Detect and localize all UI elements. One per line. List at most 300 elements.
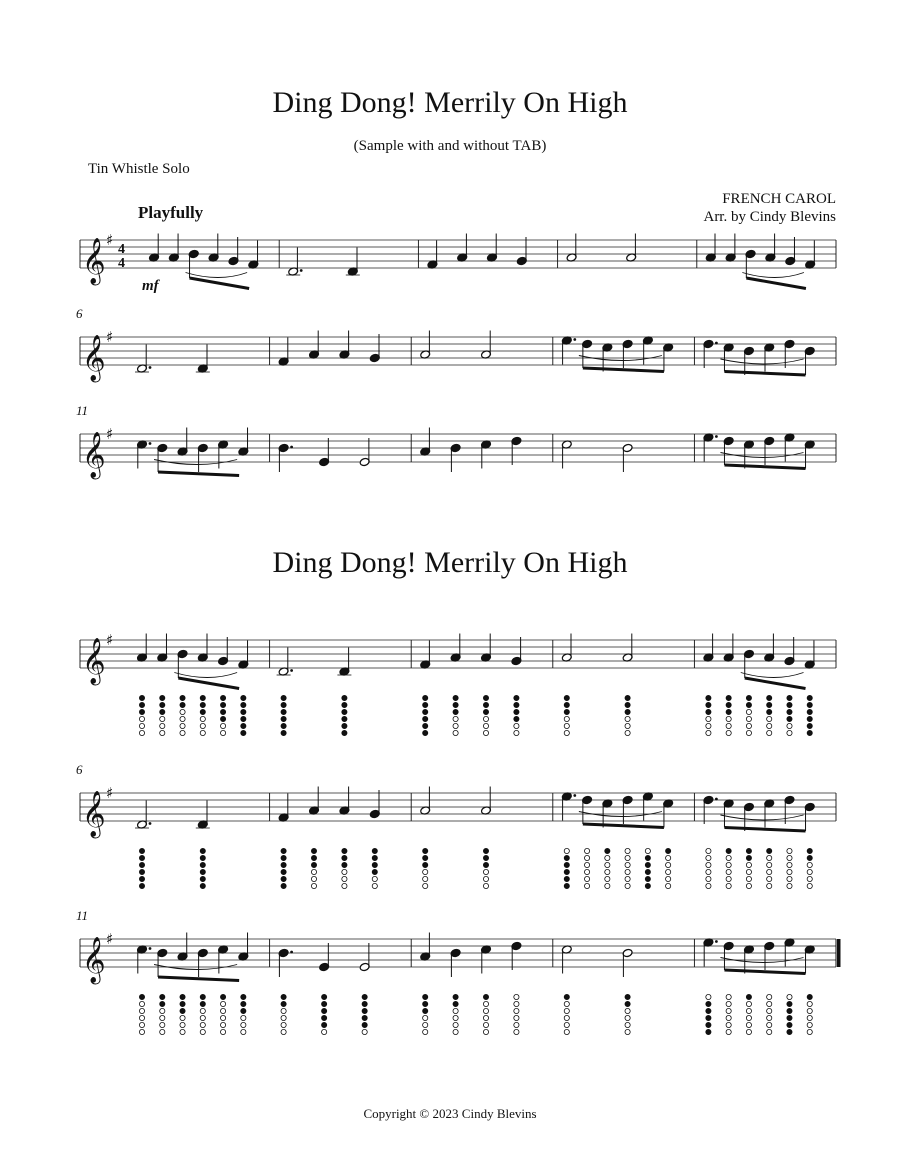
tab-hole (787, 1022, 792, 1027)
tab-hole (807, 716, 812, 721)
tab-hole (322, 994, 327, 999)
tab-hole (322, 1008, 327, 1013)
tab-hole (220, 709, 225, 714)
tab-hole (726, 1029, 731, 1034)
tab-hole (139, 883, 144, 888)
tab-hole (767, 883, 772, 888)
instrument-label: Tin Whistle Solo (88, 161, 190, 177)
tab-hole (746, 994, 751, 999)
tab-hole (423, 876, 428, 881)
measure-number-11: 11 (76, 403, 89, 418)
tab-hole (787, 723, 792, 728)
tab-hole (423, 716, 428, 721)
tab-hole (726, 730, 731, 735)
tab-hole (746, 1029, 751, 1034)
tab-hole (139, 876, 144, 881)
tab-hole (200, 702, 205, 707)
tab-hole (706, 1001, 711, 1006)
tab-hole (281, 695, 286, 700)
tab-hole (180, 1015, 185, 1020)
tab-hole (139, 1015, 144, 1020)
tab-hole (220, 1029, 225, 1034)
tab-hole (706, 1022, 711, 1027)
tab-hole (241, 695, 246, 700)
tab-hole (200, 1015, 205, 1020)
staff-system-3 (0, 419, 900, 489)
tab-hole (625, 1001, 630, 1006)
tab-hole (625, 862, 630, 867)
tab-hole (483, 716, 488, 721)
tab-hole (483, 1022, 488, 1027)
tab-hole (807, 1022, 812, 1027)
tab-hole (241, 730, 246, 735)
tab-hole (514, 1001, 519, 1006)
tab-hole (767, 876, 772, 881)
tab-hole (220, 730, 225, 735)
treble-clef-icon: 𝄞 (82, 937, 106, 983)
tab-hole (625, 1015, 630, 1020)
tab-hole (787, 702, 792, 707)
tab-hole (200, 876, 205, 881)
tab-hole (200, 730, 205, 735)
tab-hole (645, 862, 650, 867)
tab-hole (200, 994, 205, 999)
tab-hole (139, 1001, 144, 1006)
tab-hole (625, 1022, 630, 1027)
tab-hole (726, 702, 731, 707)
tab-hole (726, 883, 731, 888)
tab-hole (453, 723, 458, 728)
tab-hole (564, 869, 569, 874)
tab-hole (372, 883, 377, 888)
tab-hole (281, 1015, 286, 1020)
tab-hole (767, 869, 772, 874)
tab-hole (372, 876, 377, 881)
tab-hole (666, 869, 671, 874)
tab-hole (200, 1001, 205, 1006)
tab-hole (767, 730, 772, 735)
tab-hole (281, 855, 286, 860)
tab-hole (746, 723, 751, 728)
tab-hole (342, 855, 347, 860)
tab-hole (139, 862, 144, 867)
tab-hole (423, 730, 428, 735)
tab-hole (625, 1008, 630, 1013)
tab-hole (767, 994, 772, 999)
tab-hole (281, 1022, 286, 1027)
tab-hole (564, 1015, 569, 1020)
tab-hole (372, 862, 377, 867)
tab-hole (362, 994, 367, 999)
tab-hole (483, 848, 488, 853)
tab-hole (787, 730, 792, 735)
tab-hole (160, 1001, 165, 1006)
tab-hole (807, 883, 812, 888)
tab-hole (281, 848, 286, 853)
sharp-icon: ♯ (106, 784, 114, 802)
tab-hole (342, 730, 347, 735)
tab-hole (706, 994, 711, 999)
tab-hole (483, 1008, 488, 1013)
tab-hole (362, 1008, 367, 1013)
tab-hole (706, 723, 711, 728)
tab-hole (514, 695, 519, 700)
tab-hole (564, 876, 569, 881)
composer-label: FRENCH CAROL (722, 191, 836, 207)
treble-clef-icon: 𝄞 (82, 791, 106, 837)
tab-hole (372, 848, 377, 853)
tab-hole (625, 869, 630, 874)
tab-hole (241, 994, 246, 999)
tab-hole (584, 869, 589, 874)
tab-hole (767, 695, 772, 700)
tab-hole (453, 1029, 458, 1034)
tab-hole (666, 862, 671, 867)
tab-hole (139, 709, 144, 714)
tab-hole (220, 1015, 225, 1020)
tab-hole (241, 1001, 246, 1006)
tab-hole (564, 1029, 569, 1034)
treble-clef-icon: 𝄞 (82, 335, 106, 381)
tab-hole (746, 876, 751, 881)
tab-hole (645, 855, 650, 860)
tab-hole (564, 994, 569, 999)
tab-hole (807, 1029, 812, 1034)
sharp-icon: ♯ (106, 631, 114, 649)
tab-hole (241, 702, 246, 707)
tab-hole (160, 695, 165, 700)
tab-hole (564, 709, 569, 714)
tab-hole (787, 1008, 792, 1013)
measure-number-6: 6 (76, 306, 83, 321)
tab-hole (220, 716, 225, 721)
tab-hole (514, 723, 519, 728)
tab-hole (160, 716, 165, 721)
tab-hole (180, 723, 185, 728)
tab-hole (139, 730, 144, 735)
tab-hole (564, 716, 569, 721)
tab-hole (564, 702, 569, 707)
tab-hole (483, 730, 488, 735)
tab-hole (514, 1029, 519, 1034)
tab-hole (807, 862, 812, 867)
sharp-icon: ♯ (106, 328, 114, 346)
tab-hole (787, 883, 792, 888)
tab-hole (706, 1029, 711, 1034)
tab-hole (706, 730, 711, 735)
tab-hole (423, 702, 428, 707)
tab-hole (423, 709, 428, 714)
tab-hole (483, 869, 488, 874)
tab-hole (625, 723, 630, 728)
tab-hole (220, 994, 225, 999)
tab-hole (564, 723, 569, 728)
tab-hole (281, 994, 286, 999)
tab-hole (787, 709, 792, 714)
tab-hole (726, 716, 731, 721)
tab-hole (423, 1029, 428, 1034)
tab-hole (311, 869, 316, 874)
tab-hole (645, 869, 650, 874)
tab-hole (200, 848, 205, 853)
tab-hole (645, 848, 650, 853)
tab-hole (564, 848, 569, 853)
tab-hole (281, 730, 286, 735)
tab-hole (342, 709, 347, 714)
tab-hole (625, 702, 630, 707)
tab-hole (787, 695, 792, 700)
tab-hole (139, 848, 144, 853)
tab-hole (342, 723, 347, 728)
tab-hole (362, 1015, 367, 1020)
tab-hole (625, 994, 630, 999)
tab-hole (362, 1022, 367, 1027)
tab-hole (139, 994, 144, 999)
tab-hole (483, 1001, 488, 1006)
tab-hole (220, 702, 225, 707)
tab-hole (625, 855, 630, 860)
tab-hole (584, 883, 589, 888)
tab-hole (787, 1001, 792, 1006)
tab-hole (423, 695, 428, 700)
tab-hole (220, 1001, 225, 1006)
tab-hole (706, 716, 711, 721)
tab-hole (605, 883, 610, 888)
tab-hole (564, 1022, 569, 1027)
time-signature-top: 4 (118, 242, 125, 257)
tab-hole (423, 883, 428, 888)
tab-hole (807, 994, 812, 999)
tab-hole (241, 1015, 246, 1020)
tab-hole (807, 709, 812, 714)
tab-hole (342, 876, 347, 881)
tab-hole (139, 1029, 144, 1034)
tab-hole (746, 1015, 751, 1020)
tab-hole (281, 1008, 286, 1013)
tab-hole (605, 855, 610, 860)
tab-hole (483, 862, 488, 867)
tab-hole (625, 730, 630, 735)
piece-subtitle: (Sample with and without TAB) (353, 138, 547, 154)
tab-hole (584, 848, 589, 853)
tab-hole (281, 876, 286, 881)
tab-hole (241, 709, 246, 714)
tab-hole (180, 695, 185, 700)
tab-hole (666, 876, 671, 881)
tab-hole (767, 709, 772, 714)
tab-hole (281, 1001, 286, 1006)
tab-hole (605, 869, 610, 874)
tempo-marking: Playfully (138, 203, 204, 222)
tab-hole (807, 1015, 812, 1020)
tab-hole (807, 702, 812, 707)
tab-hole (311, 883, 316, 888)
tab-hole (139, 855, 144, 860)
tab-hole (726, 1001, 731, 1006)
tab-hole (160, 994, 165, 999)
tab-hole (160, 1022, 165, 1027)
tab-hole (453, 730, 458, 735)
tab-hole (706, 862, 711, 867)
tab-hole (746, 848, 751, 853)
tab-hole (200, 1022, 205, 1027)
tab-hole (200, 1029, 205, 1034)
tab-hole (706, 855, 711, 860)
tab-hole (423, 1008, 428, 1013)
tab-hole (139, 695, 144, 700)
tab-hole (666, 848, 671, 853)
sharp-icon: ♯ (106, 425, 114, 443)
staff-lines (80, 793, 836, 821)
tab-hole (746, 709, 751, 714)
dynamic-mf: mf (142, 278, 159, 294)
tab-hole (372, 869, 377, 874)
tab-hole (767, 716, 772, 721)
tab-hole (807, 730, 812, 735)
tab-hole (746, 695, 751, 700)
tab-hole (483, 709, 488, 714)
tab-hole (180, 1001, 185, 1006)
tab-hole (200, 883, 205, 888)
tab-hole (706, 702, 711, 707)
tab-hole (706, 848, 711, 853)
tab-hole (342, 848, 347, 853)
tab-hole (483, 994, 488, 999)
tab-hole (514, 702, 519, 707)
tab-hole (564, 730, 569, 735)
treble-clef-icon: 𝄞 (82, 638, 106, 684)
tab-hole (160, 709, 165, 714)
tab-hole (483, 702, 488, 707)
tab-hole (625, 876, 630, 881)
tab-hole (200, 855, 205, 860)
tab-hole (746, 1001, 751, 1006)
tab-hole (200, 723, 205, 728)
tab-hole (767, 1022, 772, 1027)
time-signature-bottom: 4 (118, 256, 125, 271)
tab-hole (180, 1029, 185, 1034)
tab-hole (787, 848, 792, 853)
tab-hole (706, 709, 711, 714)
tab-hole (483, 883, 488, 888)
tab-hole (706, 883, 711, 888)
tab-hole (514, 1015, 519, 1020)
tab-hole (453, 709, 458, 714)
tab-hole (767, 855, 772, 860)
tab-hole (767, 1015, 772, 1020)
tab-hole (767, 1001, 772, 1006)
tab-hole (726, 1022, 731, 1027)
tab-hole (453, 695, 458, 700)
tab-hole (322, 1015, 327, 1020)
tab-hole (281, 723, 286, 728)
tab-hole (564, 855, 569, 860)
tab-hole (584, 876, 589, 881)
tab-hole (483, 723, 488, 728)
tab-hole (453, 1022, 458, 1027)
tab-hole (241, 1022, 246, 1027)
tab-hole (807, 876, 812, 881)
tab-hole (666, 855, 671, 860)
tab-hole (807, 848, 812, 853)
tab-hole (139, 723, 144, 728)
tab-hole (483, 855, 488, 860)
tab-hole (453, 1001, 458, 1006)
tab-hole (160, 730, 165, 735)
tab-hole (483, 695, 488, 700)
tab-hole (180, 709, 185, 714)
tab-hole (807, 1008, 812, 1013)
tab-hole (311, 848, 316, 853)
tab-hole (625, 709, 630, 714)
tab-hole (281, 1029, 286, 1034)
tab-hole (180, 716, 185, 721)
tab-hole (423, 848, 428, 853)
tab-hole (787, 994, 792, 999)
tab-hole (281, 709, 286, 714)
tab-hole (787, 862, 792, 867)
tab-hole (423, 862, 428, 867)
tab-hole (726, 994, 731, 999)
tab-measure-number-11: 11 (76, 908, 89, 923)
tab-hole (483, 1029, 488, 1034)
tab-hole (372, 855, 377, 860)
tab-hole (281, 883, 286, 888)
tab-hole (726, 855, 731, 860)
tab-hole (564, 862, 569, 867)
tab-hole (514, 709, 519, 714)
tab-hole (342, 883, 347, 888)
tab-hole (706, 1015, 711, 1020)
tab-hole (746, 730, 751, 735)
tab-hole (139, 1008, 144, 1013)
staff-lines (80, 337, 836, 365)
tab-hole (342, 695, 347, 700)
tab-hole (160, 723, 165, 728)
tab-hole (483, 876, 488, 881)
tab-hole (241, 716, 246, 721)
tab-hole (564, 1001, 569, 1006)
tab-section-title: Ding Dong! Merrily On High (272, 546, 628, 579)
tab-hole (787, 869, 792, 874)
treble-clef-icon: 𝄞 (82, 238, 106, 284)
tab-staff-system-3 (0, 924, 900, 1074)
tab-hole (200, 869, 205, 874)
tab-hole (200, 716, 205, 721)
tab-hole (311, 862, 316, 867)
tab-hole (423, 1001, 428, 1006)
tab-hole (807, 695, 812, 700)
tab-hole (746, 716, 751, 721)
tab-hole (200, 1008, 205, 1013)
tab-hole (453, 1008, 458, 1013)
tab-hole (726, 869, 731, 874)
tab-hole (483, 1015, 488, 1020)
tab-hole (139, 869, 144, 874)
tab-staff-system-2 (0, 778, 900, 928)
tab-hole (706, 1008, 711, 1013)
sharp-icon: ♯ (106, 231, 114, 249)
tab-hole (726, 723, 731, 728)
tab-hole (311, 876, 316, 881)
tab-hole (423, 1022, 428, 1027)
tab-hole (605, 876, 610, 881)
tab-hole (645, 883, 650, 888)
tab-hole (362, 1001, 367, 1006)
tab-hole (564, 695, 569, 700)
tab-hole (605, 848, 610, 853)
tab-hole (160, 1029, 165, 1034)
